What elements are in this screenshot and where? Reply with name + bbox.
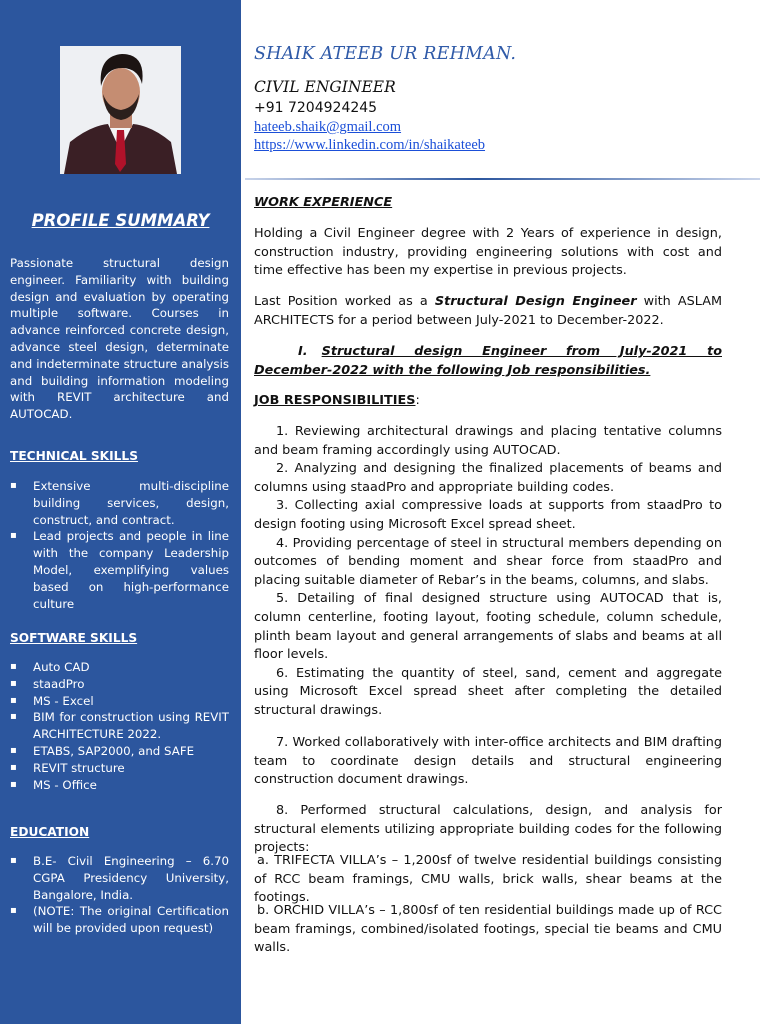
software-skills-heading: SOFTWARE SKILLS	[10, 631, 138, 645]
last-position-paragraph	[254, 293, 722, 330]
list-item: ▪ staadPro	[10, 676, 229, 693]
intro-paragraph: Holding a Civil Engineer degree with 2 Years of experience in design, construction industry, providing engineering solutions with cost and time effective has been my expertise in previous projects.	[254, 226, 722, 279]
list-item: 1. Reviewing architectural drawings and placing tentative columns and beam framing accordingly using AUTOCAD.	[254, 424, 722, 458]
last-position-post: with ASLAM ARCHITECTS for a period between July-2021 to December-2022.	[254, 294, 722, 328]
list-item: 4. Providing percentage of steel in structural members depending on outcomes of bending moment and shear force from staadPro and placing suitable diameter of Rebar’s in the beams, columns, and slabs.	[254, 535, 722, 588]
list-item: ▪ REVIT structure	[10, 760, 229, 777]
list-item: 5. Detailing of final designed structure using AUTOCAD that is, column centerline, footing layout, footing schedule, column schedule, plinth beam layout and general arrangements of slabs and beams at all floor levels.	[254, 591, 722, 663]
list-item: 8. Performed structural calculations, design, and analysis for structural elements utilizing appropriate building codes for the following projects:	[254, 803, 722, 856]
list-item: ▪ B.E- Civil Engineering – 6.70 CGPA Presidency University, Bangalore, India.	[10, 853, 229, 903]
work-experience-heading: WORK EXPERIENCE	[254, 195, 393, 210]
responsibility-group	[254, 423, 722, 721]
project-a: a. TRIFECTA VILLA’s – 1,200sf of twelve residential buildings consisting of RCC beam framings, CMU walls, brick walls, shear beams at the footings.	[254, 853, 722, 906]
list-item: ▪ (NOTE: The original Certification will be provided upon request)	[10, 903, 229, 937]
last-position-role: Structural Design Engineer	[434, 294, 637, 309]
profile-photo	[60, 46, 181, 174]
job-responsibilities-heading: JOB RESPONSIBILITIES	[254, 393, 416, 408]
list-item: ▪ Auto CAD	[10, 659, 229, 676]
list-item: 7. Worked collaboratively with inter-office architects and BIM drafting team to coordinate design details and structural engineering construction document drawings.	[254, 735, 722, 788]
job-title: CIVIL ENGINEER	[254, 78, 396, 96]
technical-skills-heading: TECHNICAL SKILLS	[10, 449, 138, 463]
list-item: 2. Analyzing and designing the finalized placements of beams and columns using staadPro and appropriate building codes.	[254, 461, 722, 495]
list-item: 3. Collecting axial compressive loads at supports from staadPro to design footing using Microsoft Excel spread sheet.	[254, 498, 722, 532]
position-heading	[254, 343, 722, 380]
project-b: b. ORCHID VILLA’s – 1,800sf of ten residential buildings made up of RCC beam framings, combined/isolated footings, special tie beams and CMU walls.	[254, 903, 722, 956]
position-number: I.	[298, 344, 308, 359]
list-item: ▪ BIM for construction using REVIT ARCHITECTURE 2022.	[10, 709, 229, 743]
list-item: ▪ MS - Excel	[10, 693, 229, 710]
sidebar	[0, 0, 241, 1024]
list-item: ▪ MS - Office	[10, 777, 229, 794]
list-item: ▪ ETABS, SAP2000, and SAFE	[10, 743, 229, 760]
position-title: Structural design Engineer from July-2021 to December-2022 with the following Job responsibilities.	[254, 344, 722, 378]
profile-summary-text: Passionate structural design engineer. Familiarity with building design and evaluation by operating multiple software. Courses in advance reinforced concrete design, advance steel design, determinate and indeterminate structure analysis and building information modeling with REVIT architecture and AUTOCAD.	[10, 256, 229, 422]
list-item: 6. Estimating the quantity of steel, sand, cement and aggregate using Microsoft Excel spread sheet after completing the detailed structural drawings.	[254, 665, 722, 718]
list-item: ▪ Lead projects and people in line with the company Leadership Model, exemplifying values based on high-performance culture	[10, 528, 229, 612]
education-list	[10, 853, 229, 937]
education-heading: EDUCATION	[10, 825, 90, 839]
header-divider	[245, 178, 760, 180]
list-item: ▪ Extensive multi-discipline building services, design, construct, and contract.	[10, 478, 229, 528]
software-skills-list	[10, 659, 229, 793]
phone-number: +91 7204924245	[254, 100, 378, 116]
heading-colon: :	[415, 393, 420, 408]
profile-summary-heading: PROFILE SUMMARY	[31, 211, 210, 230]
technical-skills-list	[10, 478, 229, 612]
candidate-name: SHAIK ATEEB UR REHMAN.	[254, 44, 517, 64]
job-responsibilities-heading-line	[254, 392, 722, 411]
linkedin-link[interactable]: https://www.linkedin.com/in/shaikateeb	[254, 137, 486, 153]
email-link[interactable]: hateeb.shaik@gmail.com	[254, 119, 402, 135]
last-position-pre: Last Position worked as a	[254, 294, 435, 309]
